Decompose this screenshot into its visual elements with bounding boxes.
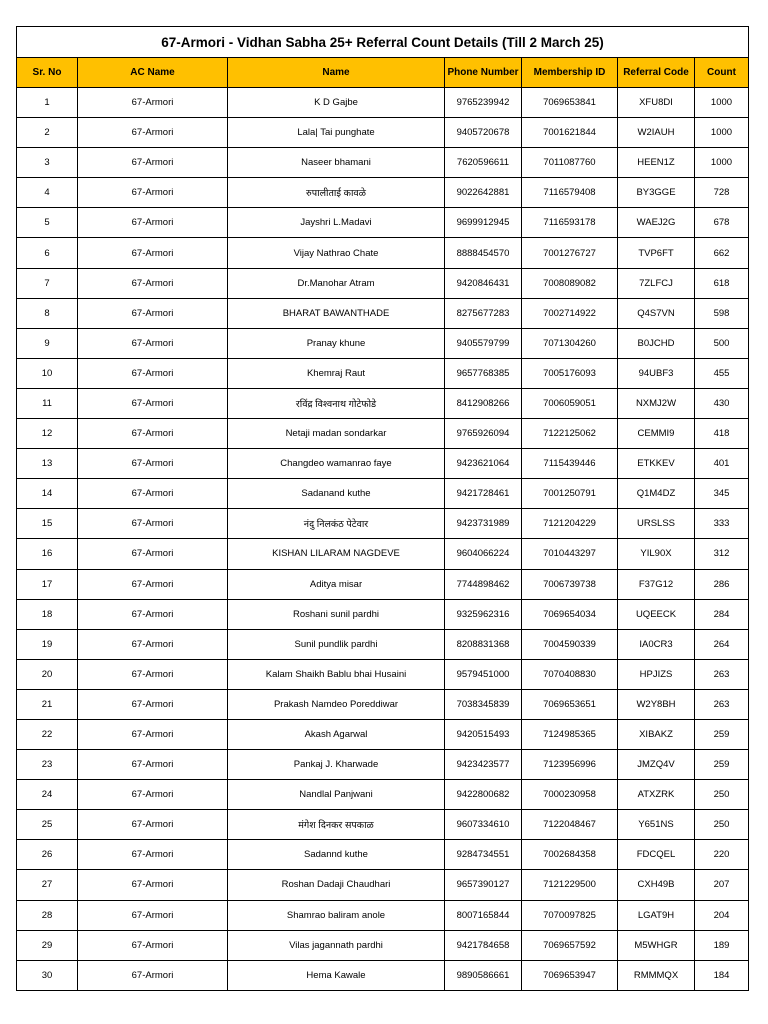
table-row [17,358,749,388]
cell-ac-name: 67-Armori [78,449,228,479]
cell-ac-name: 67-Armori [78,599,228,629]
cell-membership-id: 7002684358 [522,840,618,870]
cell-membership-id: 7069653947 [522,960,618,990]
cell-count: 1000 [695,88,749,118]
table-body [17,88,749,991]
col-header-membership-id: Membership ID [522,58,618,88]
cell-count: 259 [695,719,749,749]
cell-name: Jayshri L.Madavi [228,208,445,238]
cell-referral-code: LGAT9H [618,900,695,930]
cell-name: मंगेश दिनकर सपकाळ [228,810,445,840]
table-row [17,960,749,990]
cell-name: Pankaj J. Kharwade [228,750,445,780]
cell-membership-id: 7069654034 [522,599,618,629]
cell-referral-code: RMMMQX [618,960,695,990]
cell-sr-no: 2 [17,118,78,148]
cell-membership-id: 7001250791 [522,479,618,509]
cell-referral-code: WAEJ2G [618,208,695,238]
page-title: 67-Armori - Vidhan Sabha 25+ Referral Count Details (Till 2 March 25) [17,27,749,58]
cell-ac-name: 67-Armori [78,539,228,569]
cell-ac-name: 67-Armori [78,328,228,358]
cell-count: 430 [695,388,749,418]
cell-count: 1000 [695,118,749,148]
cell-name: K D Gajbe [228,88,445,118]
cell-count: 678 [695,208,749,238]
cell-referral-code: TVP6FT [618,238,695,268]
cell-phone-number: 8275677283 [445,298,522,328]
cell-ac-name: 67-Armori [78,268,228,298]
table-row [17,238,749,268]
table-row [17,539,749,569]
cell-referral-code: IA0CR3 [618,629,695,659]
cell-name: BHARAT BAWANTHADE [228,298,445,328]
cell-ac-name: 67-Armori [78,238,228,268]
cell-referral-code: JMZQ4V [618,750,695,780]
table-row [17,419,749,449]
cell-phone-number: 9604066224 [445,539,522,569]
col-header-phone-number: Phone Number [445,58,522,88]
cell-phone-number: 7038345839 [445,689,522,719]
cell-membership-id: 7070408830 [522,659,618,689]
cell-phone-number: 8208831368 [445,629,522,659]
cell-referral-code: Q4S7VN [618,298,695,328]
col-header-sr-no: Sr. No [17,58,78,88]
cell-count: 284 [695,599,749,629]
cell-phone-number: 9657768385 [445,358,522,388]
cell-phone-number: 7620596611 [445,148,522,178]
cell-phone-number: 9890586661 [445,960,522,990]
cell-ac-name: 67-Armori [78,840,228,870]
table-row [17,328,749,358]
cell-phone-number: 9579451000 [445,659,522,689]
header-row [17,58,749,88]
cell-membership-id: 7070097825 [522,900,618,930]
cell-ac-name: 67-Armori [78,750,228,780]
cell-phone-number: 9423621064 [445,449,522,479]
table-row [17,298,749,328]
cell-name: Roshan Dadaji Chaudhari [228,870,445,900]
cell-sr-no: 15 [17,509,78,539]
table-row [17,449,749,479]
cell-referral-code: XFU8DI [618,88,695,118]
table-row [17,629,749,659]
cell-membership-id: 7001621844 [522,118,618,148]
table-row [17,148,749,178]
cell-sr-no: 17 [17,569,78,599]
cell-phone-number: 9325962316 [445,599,522,629]
cell-membership-id: 7008089082 [522,268,618,298]
table-row [17,840,749,870]
cell-ac-name: 67-Armori [78,629,228,659]
table-row [17,599,749,629]
cell-sr-no: 10 [17,358,78,388]
cell-referral-code: CXH49B [618,870,695,900]
cell-sr-no: 8 [17,298,78,328]
col-header-name: Name [228,58,445,88]
cell-count: 250 [695,810,749,840]
cell-referral-code: YIL90X [618,539,695,569]
cell-ac-name: 67-Armori [78,208,228,238]
cell-name: Akash Agarwal [228,719,445,749]
cell-count: 345 [695,479,749,509]
cell-count: 263 [695,689,749,719]
table-row [17,178,749,208]
cell-count: 455 [695,358,749,388]
cell-sr-no: 19 [17,629,78,659]
cell-sr-no: 30 [17,960,78,990]
cell-count: 662 [695,238,749,268]
cell-ac-name: 67-Armori [78,569,228,599]
table-row [17,930,749,960]
cell-phone-number: 9657390127 [445,870,522,900]
cell-name: Shamrao baliram anole [228,900,445,930]
cell-referral-code: M5WHGR [618,930,695,960]
cell-name: रविंद्र विश्वनाथ गोटेफोडे [228,388,445,418]
cell-sr-no: 26 [17,840,78,870]
cell-name: Sadannd kuthe [228,840,445,870]
table-row [17,268,749,298]
table-row [17,719,749,749]
cell-membership-id: 7116579408 [522,178,618,208]
cell-name: Prakash Namdeo Poreddiwar [228,689,445,719]
cell-sr-no: 9 [17,328,78,358]
col-header-count: Count [695,58,749,88]
cell-name: Naseer bhamani [228,148,445,178]
table-row [17,689,749,719]
cell-name: नंदु निलकंठ पेटेवार [228,509,445,539]
cell-phone-number: 9422800682 [445,780,522,810]
cell-sr-no: 13 [17,449,78,479]
cell-referral-code: B0JCHD [618,328,695,358]
table-row [17,810,749,840]
cell-phone-number: 9420515493 [445,719,522,749]
cell-ac-name: 67-Armori [78,148,228,178]
cell-referral-code: BY3GGE [618,178,695,208]
cell-phone-number: 9699912945 [445,208,522,238]
table-row [17,118,749,148]
cell-referral-code: FDCQEL [618,840,695,870]
cell-referral-code: XIBAKZ [618,719,695,749]
cell-referral-code: Q1M4DZ [618,479,695,509]
cell-phone-number: 9420846431 [445,268,522,298]
table-row [17,388,749,418]
cell-count: 189 [695,930,749,960]
table-row [17,88,749,118]
cell-name: Sadanand kuthe [228,479,445,509]
table-row [17,208,749,238]
cell-name: Lala| Tai punghate [228,118,445,148]
cell-ac-name: 67-Armori [78,719,228,749]
cell-phone-number: 9423423577 [445,750,522,780]
cell-count: 401 [695,449,749,479]
cell-membership-id: 7124985365 [522,719,618,749]
cell-name: Hema Kawale [228,960,445,990]
cell-sr-no: 16 [17,539,78,569]
table-row [17,479,749,509]
cell-ac-name: 67-Armori [78,298,228,328]
cell-sr-no: 29 [17,930,78,960]
cell-membership-id: 7069653841 [522,88,618,118]
cell-count: 184 [695,960,749,990]
cell-phone-number: 7744898462 [445,569,522,599]
cell-sr-no: 3 [17,148,78,178]
cell-sr-no: 18 [17,599,78,629]
cell-sr-no: 27 [17,870,78,900]
cell-count: 250 [695,780,749,810]
title-row [17,27,749,58]
cell-referral-code: F37G12 [618,569,695,599]
cell-referral-code: Y651NS [618,810,695,840]
cell-name: Kalam Shaikh Bablu bhai Husaini [228,659,445,689]
cell-count: 728 [695,178,749,208]
cell-ac-name: 67-Armori [78,900,228,930]
cell-phone-number: 9765926094 [445,419,522,449]
cell-phone-number: 9022642881 [445,178,522,208]
cell-count: 207 [695,870,749,900]
cell-phone-number: 9405720678 [445,118,522,148]
cell-referral-code: ATXZRK [618,780,695,810]
cell-name: KISHAN LILARAM NAGDEVE [228,539,445,569]
cell-ac-name: 67-Armori [78,88,228,118]
cell-referral-code: 7ZLFCJ [618,268,695,298]
referral-table [16,26,749,991]
cell-referral-code: URSLSS [618,509,695,539]
cell-phone-number: 9423731989 [445,509,522,539]
table-row [17,750,749,780]
cell-count: 204 [695,900,749,930]
referral-sheet [16,26,748,991]
cell-count: 500 [695,328,749,358]
cell-ac-name: 67-Armori [78,780,228,810]
cell-referral-code: NXMJ2W [618,388,695,418]
table-row [17,509,749,539]
cell-membership-id: 7122125062 [522,419,618,449]
cell-name: Sunil pundlik pardhi [228,629,445,659]
cell-count: 220 [695,840,749,870]
cell-sr-no: 12 [17,419,78,449]
cell-phone-number: 9421784658 [445,930,522,960]
cell-sr-no: 20 [17,659,78,689]
cell-name: Netaji madan sondarkar [228,419,445,449]
cell-membership-id: 7123956996 [522,750,618,780]
cell-membership-id: 7011087760 [522,148,618,178]
cell-ac-name: 67-Armori [78,358,228,388]
cell-phone-number: 9421728461 [445,479,522,509]
cell-count: 264 [695,629,749,659]
cell-count: 286 [695,569,749,599]
cell-sr-no: 24 [17,780,78,810]
cell-membership-id: 7005176093 [522,358,618,388]
cell-phone-number: 8412908266 [445,388,522,418]
cell-ac-name: 67-Armori [78,509,228,539]
cell-membership-id: 7115439446 [522,449,618,479]
cell-phone-number: 8007165844 [445,900,522,930]
cell-name: Khemraj Raut [228,358,445,388]
cell-ac-name: 67-Armori [78,479,228,509]
table-row [17,659,749,689]
cell-membership-id: 7069653651 [522,689,618,719]
cell-ac-name: 67-Armori [78,118,228,148]
cell-ac-name: 67-Armori [78,388,228,418]
cell-count: 1000 [695,148,749,178]
cell-referral-code: UQEECK [618,599,695,629]
cell-referral-code: W2IAUH [618,118,695,148]
cell-name: Dr.Manohar Atram [228,268,445,298]
col-header-ac-name: AC Name [78,58,228,88]
cell-sr-no: 7 [17,268,78,298]
cell-phone-number: 8888454570 [445,238,522,268]
cell-membership-id: 7006739738 [522,569,618,599]
cell-count: 598 [695,298,749,328]
cell-sr-no: 6 [17,238,78,268]
cell-name: Vijay Nathrao Chate [228,238,445,268]
cell-sr-no: 25 [17,810,78,840]
cell-name: Changdeo wamanrao faye [228,449,445,479]
cell-referral-code: ETKKEV [618,449,695,479]
cell-ac-name: 67-Armori [78,870,228,900]
cell-ac-name: 67-Armori [78,810,228,840]
cell-ac-name: 67-Armori [78,689,228,719]
cell-sr-no: 21 [17,689,78,719]
cell-membership-id: 7069657592 [522,930,618,960]
cell-phone-number: 9284734551 [445,840,522,870]
cell-phone-number: 9765239942 [445,88,522,118]
cell-name: Pranay khune [228,328,445,358]
cell-count: 312 [695,539,749,569]
cell-membership-id: 7010443297 [522,539,618,569]
cell-membership-id: 7122048467 [522,810,618,840]
cell-ac-name: 67-Armori [78,930,228,960]
cell-membership-id: 7006059051 [522,388,618,418]
cell-count: 618 [695,268,749,298]
cell-referral-code: CEMMI9 [618,419,695,449]
cell-membership-id: 7004590339 [522,629,618,659]
cell-name: Nandlal Panjwani [228,780,445,810]
cell-name: Aditya misar [228,569,445,599]
cell-referral-code: HPJIZS [618,659,695,689]
cell-name: Roshani sunil pardhi [228,599,445,629]
cell-ac-name: 67-Armori [78,178,228,208]
cell-phone-number: 9405579799 [445,328,522,358]
cell-sr-no: 14 [17,479,78,509]
cell-membership-id: 7000230958 [522,780,618,810]
cell-name: रुपालीताई कावळे [228,178,445,208]
table-row [17,780,749,810]
cell-membership-id: 7071304260 [522,328,618,358]
cell-sr-no: 1 [17,88,78,118]
table-row [17,870,749,900]
cell-name: Vilas jagannath pardhi [228,930,445,960]
cell-sr-no: 28 [17,900,78,930]
cell-sr-no: 5 [17,208,78,238]
table-row [17,569,749,599]
cell-referral-code: HEEN1Z [618,148,695,178]
col-header-referral-code: Referral Code [618,58,695,88]
cell-sr-no: 4 [17,178,78,208]
cell-sr-no: 23 [17,750,78,780]
cell-phone-number: 9607334610 [445,810,522,840]
cell-count: 333 [695,509,749,539]
cell-ac-name: 67-Armori [78,960,228,990]
cell-count: 263 [695,659,749,689]
cell-membership-id: 7121204229 [522,509,618,539]
cell-referral-code: W2Y8BH [618,689,695,719]
cell-membership-id: 7116593178 [522,208,618,238]
cell-ac-name: 67-Armori [78,659,228,689]
cell-membership-id: 7121229500 [522,870,618,900]
cell-referral-code: 94UBF3 [618,358,695,388]
table-row [17,900,749,930]
cell-membership-id: 7002714922 [522,298,618,328]
cell-sr-no: 11 [17,388,78,418]
cell-membership-id: 7001276727 [522,238,618,268]
cell-count: 418 [695,419,749,449]
cell-count: 259 [695,750,749,780]
cell-sr-no: 22 [17,719,78,749]
cell-ac-name: 67-Armori [78,419,228,449]
